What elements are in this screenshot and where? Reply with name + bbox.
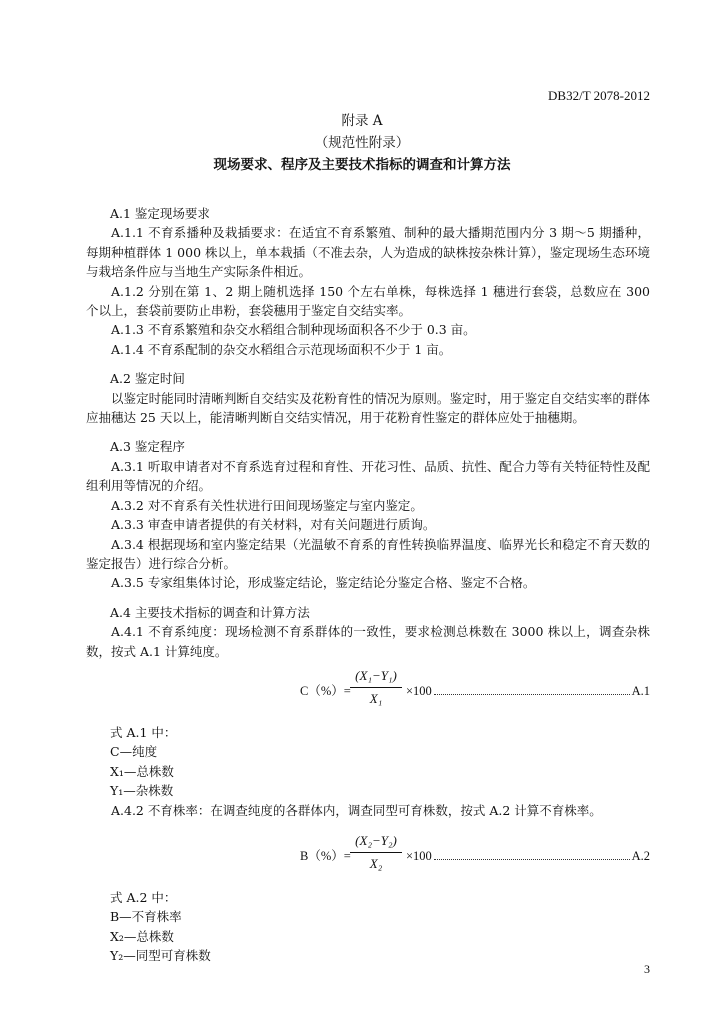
formula-a2 xyxy=(86,832,650,880)
section-heading-a3: A.3 鉴定程序 xyxy=(110,439,185,455)
clause-a13: A.1.3 不育系繁殖和杂交水稻组合制种现场面积各不少于 0.3 亩。 xyxy=(111,322,476,338)
formula-a2-label: B（%）= xyxy=(300,848,351,863)
formula-a1-def: Y₁—杂株数 xyxy=(110,783,174,799)
formula-a1-fraction xyxy=(350,667,402,708)
section-heading-a1: A.1 鉴定现场要求 xyxy=(110,206,210,221)
formula-a2-fraction xyxy=(350,832,402,873)
clause-a41: A.4.1 不育系纯度：现场检测不育系群体的一致性，要求检测总株数在 3000 株以上，调查杂株数，按式 A.1 计算纯度。 xyxy=(86,624,650,659)
formula-a1-multiplier: ×100 xyxy=(406,683,432,698)
appendix-main-title: 现场要求、程序及主要技术指标的调查和计算方法 xyxy=(213,157,511,173)
page-number: 3 xyxy=(644,962,650,976)
clause-a32: A.3.2 对不育系有关性状进行田间现场鉴定与室内鉴定。 xyxy=(111,497,423,513)
clause-a35: A.3.5 专家组集体讨论，形成鉴定结论，鉴定结论分鉴定合格、鉴定不合格。 xyxy=(111,575,536,591)
formula-a1-where: 式 A.1 中： xyxy=(110,724,177,740)
standard-code: DB32/T 2078-2012 xyxy=(548,88,650,103)
clause-a31: A.3.1 听取申请者对不育系选育过程和育性、开花习性、品质、抗性、配合力等有关特征特性及配组利用等情况的介绍。 xyxy=(86,458,650,494)
clause-a12: A.1.2 分别在第 1、2 期上随机选择 150 个左右单株，每株选择 1 穗进行套袋，总数应在 300 个以上，套袋前要防止串粉，套袋穗用于鉴定自交结实率。 xyxy=(86,283,650,319)
formula-a1-numerator: (X₁−Y₁) xyxy=(355,667,397,683)
formula-a1-denominator: X₁ xyxy=(369,690,383,706)
clause-a2-text: 以鉴定时能同时清晰判断自交结实及花粉育性的情况为原则。鉴定时，用于鉴定自交结实率的群体应抽穗达 25 天以上，能清晰判断自交结实情况，用于花粉育性鉴定的群体应处于抽穗期。 xyxy=(86,390,650,426)
formula-a2-multiplier: ×100 xyxy=(406,848,432,863)
formula-a2-tag: A.2 xyxy=(631,848,650,863)
formula-a2-def: X₂—总株数 xyxy=(110,928,174,944)
clause-a34: A.3.4 根据现场和室内鉴定结果（光温敏不育系的育性转换临界温度、临界光长和稳定不育天数的鉴定报告）进行综合分析。 xyxy=(86,536,650,571)
formula-a2-denominator: X₂ xyxy=(369,855,383,871)
clause-a42: A.4.2 不育株率：在调查纯度的各群体内，调查同型可育株数，按式 A.2 计算不育株率。 xyxy=(111,802,602,818)
appendix-type: （规范性附录） xyxy=(314,135,410,151)
formula-a1-label: C（%）= xyxy=(300,683,351,698)
section-heading-a2: A.2 鉴定时间 xyxy=(110,371,185,387)
formula-a2-where: 式 A.2 中： xyxy=(110,889,177,905)
formula-a1-def: C—纯度 xyxy=(110,744,158,760)
clause-a14: A.1.4 不育系配制的杂交水稻组合示范现场面积不少于 1 亩。 xyxy=(111,341,452,357)
section-heading-a4: A.4 主要技术指标的调查和计算方法 xyxy=(110,604,310,620)
appendix-title: 附录 A xyxy=(341,113,383,129)
formula-a1-tag: A.1 xyxy=(631,683,650,698)
clause-a33: A.3.3 审查申请者提供的有关材料，对有关问题进行质询。 xyxy=(111,517,436,533)
formula-a1-def: X₁—总株数 xyxy=(110,763,174,779)
formula-a1 xyxy=(86,667,650,715)
title-block xyxy=(0,110,724,176)
formula-a2-def: B—不育株率 xyxy=(110,909,182,925)
document-body xyxy=(86,204,650,966)
formula-a2-def: Y₂—同型可育株数 xyxy=(110,948,211,964)
formula-a2-numerator: (X₂−Y₂) xyxy=(355,832,397,848)
clause-a11: A.1.1 不育系播种及栽插要求：在适宜不育系繁殖、制种的最大播期范围内分 3 期～5 期播种，每期种植群体 1 000 株以上，单本栽插（不准去杂，人为造成的缺株按杂株计算），鉴定现场生态环境与栽培条件应与当地生产实际条件相近。 xyxy=(86,225,650,280)
